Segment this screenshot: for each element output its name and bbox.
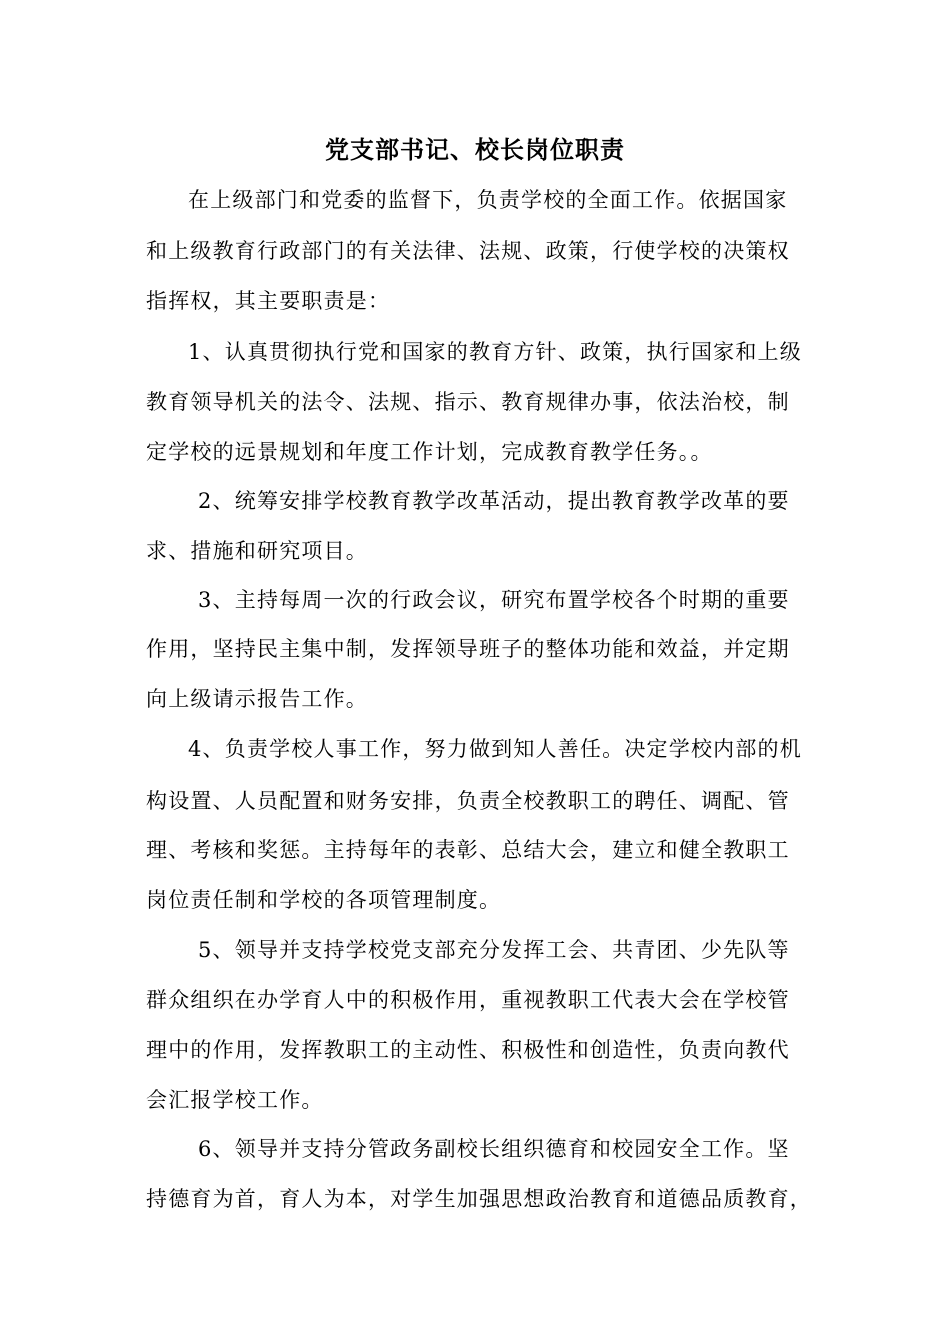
item-3-line-1: 3、主持每周一次的行政会议，研究布置学校各个时期的重要 — [198, 588, 790, 612]
item-5-line-4: 会汇报学校工作。 — [146, 1088, 324, 1112]
paragraph-intro-line-1: 在上级部门和党委的监督下，负责学校的全面工作。依据国家 — [188, 188, 788, 212]
item-3-line-2: 作用，坚持民主集中制，发挥领导班子的整体功能和效益，并定期 — [146, 637, 790, 661]
item-4-line-4: 岗位责任制和学校的各项管理制度。 — [146, 888, 502, 912]
item-3-line-3: 向上级请示报告工作。 — [146, 687, 368, 711]
item-5-line-2: 群众组织在办学育人中的积极作用，重视教职工代表大会在学校管 — [146, 988, 790, 1012]
item-2-line-1: 2、统筹安排学校教育教学改革活动，提出教育教学改革的要 — [198, 489, 790, 513]
item-5-line-3: 理中的作用，发挥教职工的主动性、积极性和创造性，负责向教代 — [146, 1038, 790, 1062]
paragraph-intro-line-2: 和上级教育行政部门的有关法律、法规、政策，行使学校的决策权 — [146, 239, 790, 263]
item-4-line-2: 构设置、人员配置和财务安排，负责全校教职工的聘任、调配、管 — [146, 789, 790, 813]
item-4-line-1: 4、负责学校人事工作，努力做到知人善任。决定学校内部的机 — [188, 737, 802, 761]
item-1-line-1: 1、认真贯彻执行党和国家的教育方针、政策，执行国家和上级 — [188, 340, 802, 364]
item-5-line-1: 5、领导并支持学校党支部充分发挥工会、共青团、少先队等 — [198, 938, 790, 962]
item-6-line-1: 6、领导并支持分管政务副校长组织德育和校园安全工作。坚 — [198, 1137, 790, 1161]
paragraph-intro-line-3: 指挥权，其主要职责是： — [146, 289, 391, 313]
item-6-line-2: 持德育为首，育人为本，对学生加强思想政治教育和道德品质教育， — [146, 1187, 812, 1211]
item-1-line-3: 定学校的远景规划和年度工作计划，完成教育教学任务。。 — [146, 440, 713, 464]
item-2-line-2: 求、措施和研究项目。 — [146, 539, 368, 563]
document-title: 党支部书记、校长岗位职责 — [325, 135, 625, 164]
item-1-line-2: 教育领导机关的法令、法规、指示、教育规律办事，依法治校，制 — [146, 390, 790, 414]
item-4-line-3: 理、考核和奖惩。主持每年的表彰、总结大会，建立和健全教职工 — [146, 838, 790, 862]
